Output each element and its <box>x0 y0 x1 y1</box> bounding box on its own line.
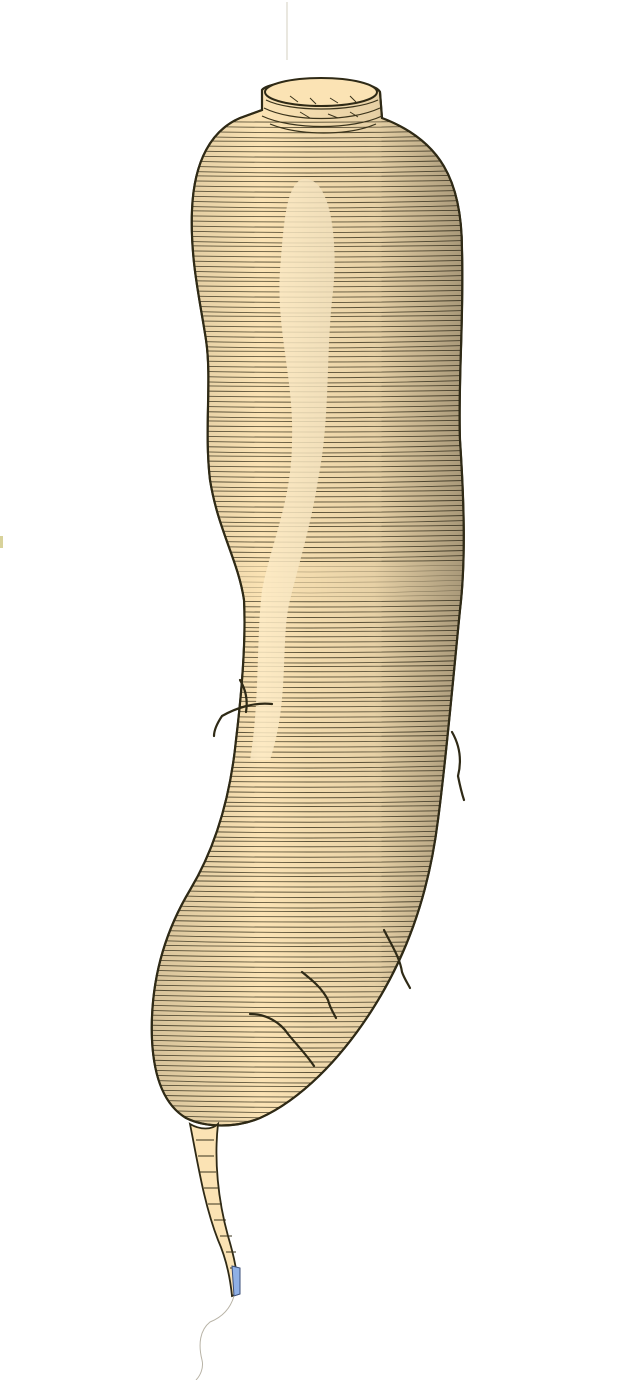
taproot-tip <box>232 1266 240 1296</box>
crown-top <box>265 78 377 106</box>
taproot-body <box>190 1124 238 1296</box>
margin-speck <box>0 536 3 548</box>
taproot <box>190 1124 240 1380</box>
root-body <box>140 80 480 1140</box>
side-shading <box>150 80 470 1140</box>
rootlet <box>452 732 464 800</box>
taproot-thread <box>196 1296 234 1380</box>
